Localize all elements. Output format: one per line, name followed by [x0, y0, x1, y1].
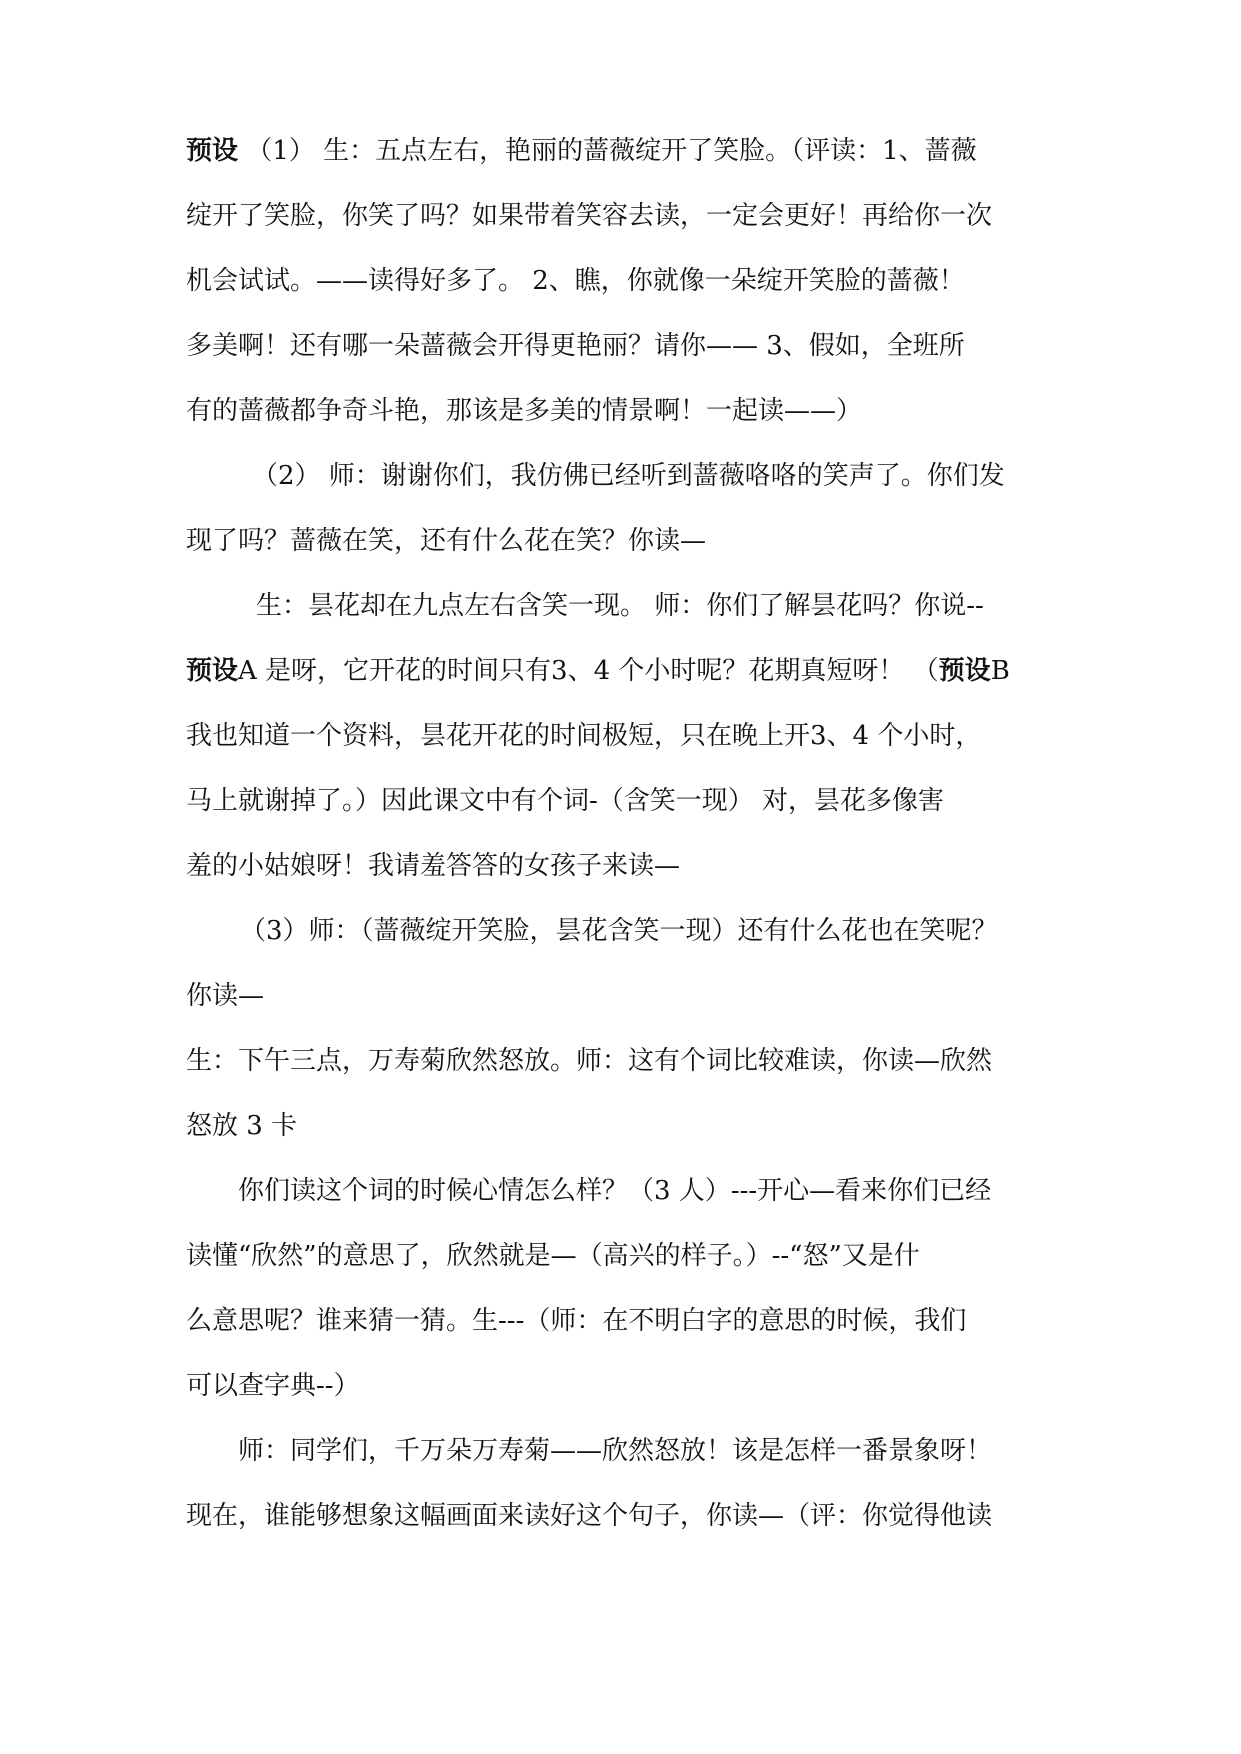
line-text: 生：下午三点，万寿菊欣然怒放。师：这有个词比较难读，你读—欣然: [186, 1046, 993, 1076]
text-line: [186, 264, 965, 298]
text-line: [186, 1304, 966, 1338]
line-text: 师：同学们，千万朵万寿菊——欣然怒放！该是怎样一番景象呀！: [238, 1436, 993, 1466]
line-text: 可以查字典--）: [186, 1371, 360, 1401]
line-text: 你读—: [186, 981, 265, 1011]
preset-label: 预设: [186, 136, 239, 166]
line-text: 你们读这个词的时候心情怎么样？（3 人）---开心—看来你们已经: [238, 1176, 992, 1206]
line-text: 我也知道一个资料，昙花开花的时间极短，只在晚上开3、4 个小时，: [186, 721, 982, 751]
text-line: [186, 1239, 920, 1273]
line-text: 怒放 3 卡: [186, 1111, 298, 1141]
text-line: [186, 1109, 297, 1143]
line-text: 多美啊！还有哪一朵蔷薇会开得更艳丽？请你—— 3、假如，全班所: [186, 331, 965, 361]
line-text: 读懂“欣然”的意思了，欣然就是—（高兴的样子。）--“怒”又是什: [186, 1241, 920, 1271]
line-text: 现了吗？蔷薇在笑，还有什么花在笑？你读—: [186, 526, 707, 556]
text-line: [186, 979, 264, 1013]
text-line: [186, 1369, 360, 1403]
text-line: [240, 914, 998, 948]
line-text: （2） 师：谢谢你们，我仿佛已经听到蔷薇咯咯的笑声了。你们发: [252, 461, 1005, 491]
line-text: （3）师：（蔷薇绽开笑脸，昙花含笑一现）还有什么花也在笑呢？: [240, 916, 998, 946]
line-text: A 是呀，它开花的时间只有3、4 个小时呢？花期真短呀！ （: [238, 656, 939, 686]
text-line: [186, 719, 981, 753]
preset-label: 预设: [186, 656, 239, 686]
text-line: [186, 394, 862, 428]
text-line: [186, 784, 944, 818]
line-text: 有的蔷薇都争奇斗艳，那该是多美的情景啊！一起读——）: [186, 396, 863, 426]
text-line: [186, 1499, 992, 1533]
line-text: 绽开了笑脸，你笑了吗？如果带着笑容去读，一定会更好！再给你一次: [186, 201, 993, 231]
text-line: [186, 524, 706, 558]
line-text: 生：昙花却在九点左右含笑一现。 师：你们了解昙花吗？你说--: [256, 591, 984, 621]
text-line: [186, 1044, 992, 1078]
line-text: 羞的小姑娘呀！我请羞答答的女孩子来读—: [186, 851, 681, 881]
text-line: [186, 654, 1010, 688]
text-line: [256, 589, 984, 623]
line-text: 么意思呢？谁来猜一猜。生---（师：在不明白字的意思的时候，我们: [186, 1306, 967, 1336]
line-text: B: [990, 656, 1010, 686]
text-line: [186, 199, 992, 233]
text-line: [238, 1174, 991, 1208]
text-line: [186, 329, 965, 363]
text-line: [252, 459, 1005, 493]
line-text: 机会试试。——读得好多了。 2、瞧，你就像一朵绽开笑脸的蔷薇！: [186, 266, 965, 296]
line-text: 现在，谁能够想象这幅画面来读好这个句子，你读—（评：你觉得他读: [186, 1501, 993, 1531]
text-line: [186, 134, 977, 168]
text-line: [186, 849, 680, 883]
text-line: [238, 1434, 992, 1468]
line-text: （1） 生：五点左右，艳丽的蔷薇绽开了笑脸。（评读：1、蔷薇: [238, 136, 977, 166]
preset-label: 预设: [938, 656, 991, 686]
line-text: 马上就谢掉了。）因此课文中有个词-（含笑一现） 对，昙花多像害: [186, 786, 945, 816]
